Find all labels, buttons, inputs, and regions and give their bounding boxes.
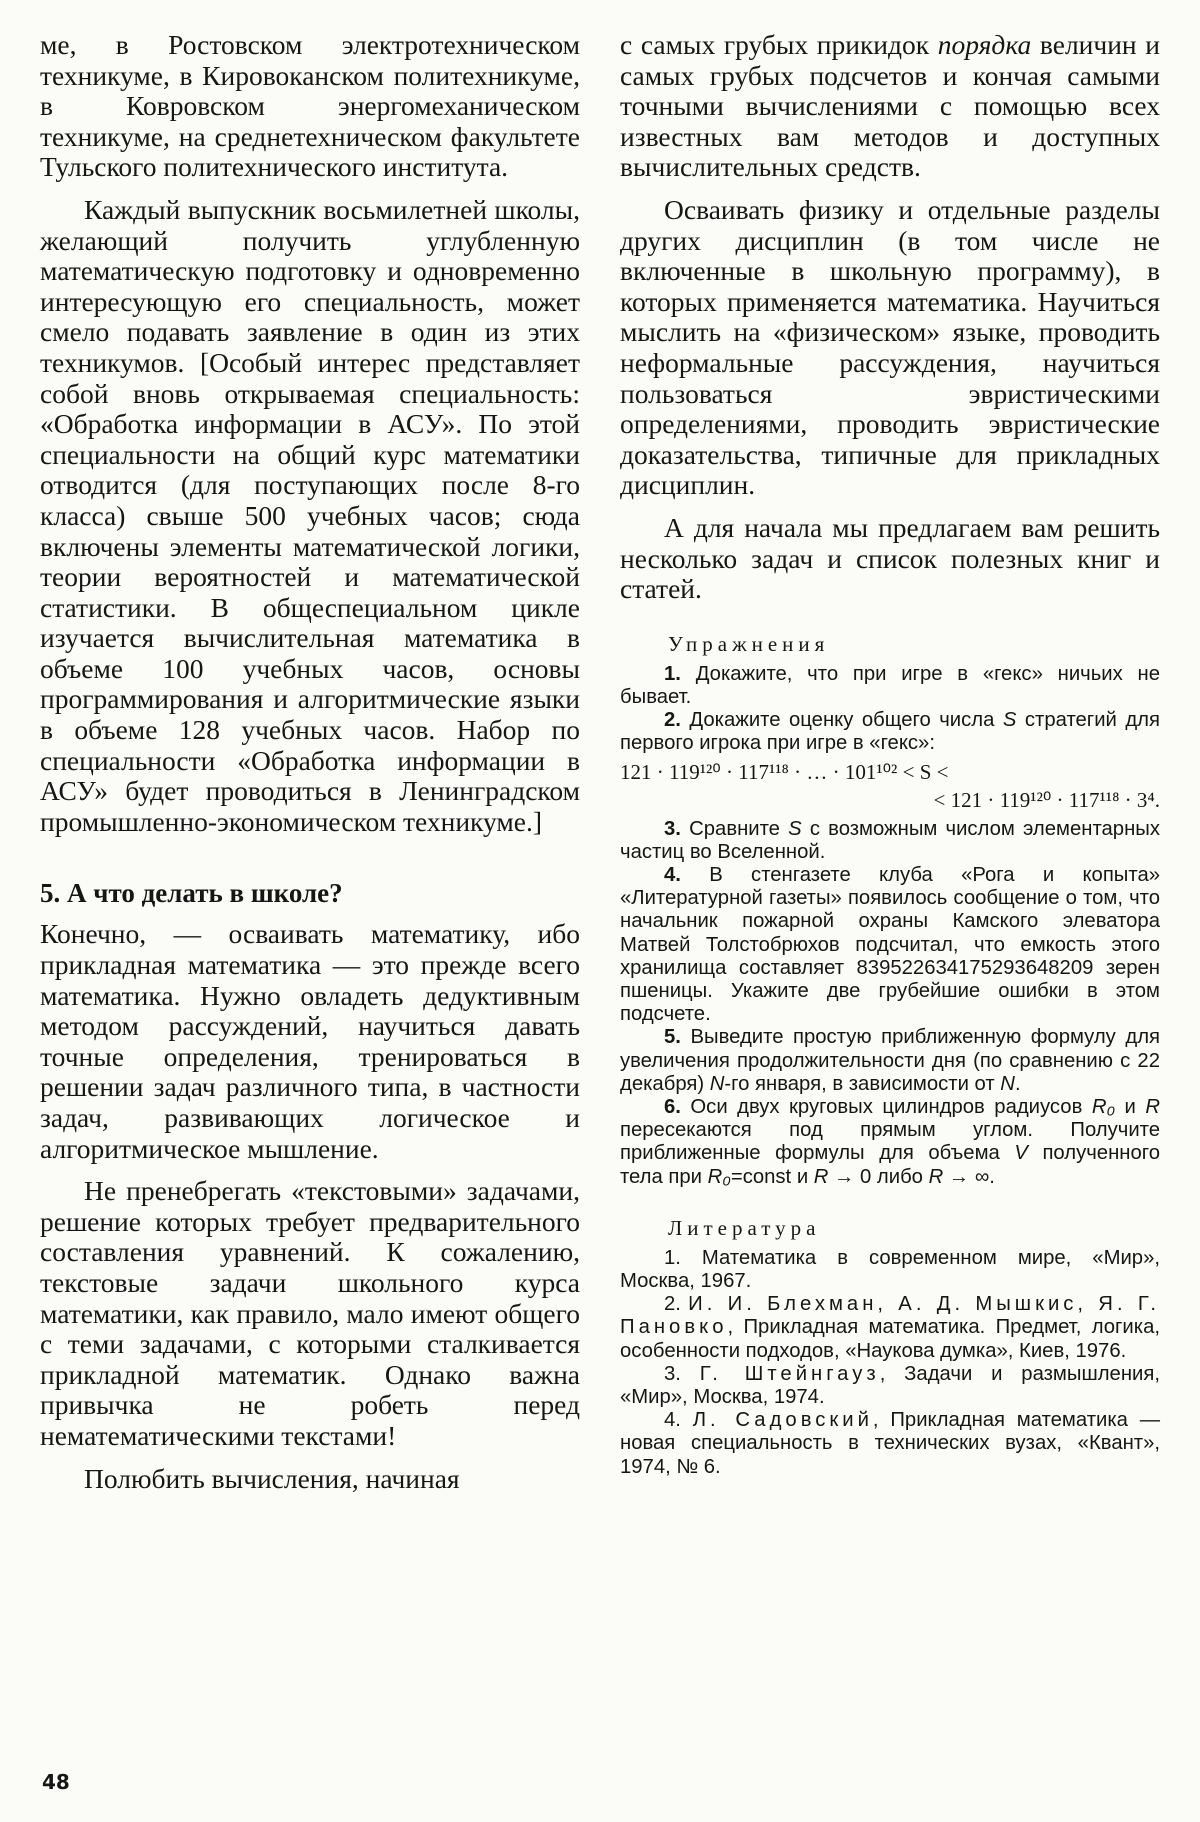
exercise-5: 5. Выведите простую приближенную формулу для увеличения продолжительности дня (по сравнению с 22 декабря) N-го января, в зависимости от N. — [620, 1026, 1161, 1095]
right-column — [620, 30, 1160, 1479]
paragraph-computing-continued: с самых грубых прикидок порядка величин и самых грубых подсчетов и кончая самыми точными вычислениями с помощью всех известных вам методов и доступных вычислительных средств. — [620, 29, 1161, 183]
paragraph-technical-schools-end: ме, в Ростовском электротехническом техникуме, в Кировоканском политехникуме, в Ковровском энергомеханическом техникуме, на среднетехническом факультете Тульского политехнического института. — [40, 29, 580, 183]
left-column — [40, 30, 580, 1494]
exercise-4: 4. В стенгазете клуба «Рога и копыта» «Литературной газеты» появилось сообщение о том, что начальник пожарной охраны Камского элеватора Матвей Толстобрюхов подсчитал, что емкость этого хранилища составляет 839522634175293648209 зерен пшеницы. Укажите две грубейшие ошибки в этом подсчете. — [620, 863, 1161, 1026]
paragraph-master-math: Конечно, — осваивать математику, ибо прикладная математика — это прежде всего математика. Нужно овладеть дедуктивным методом рассуждений, научиться давать точные определения, тренироваться в решении задач различного типа, в частности задач, развивающих логическое и алгоритмическое мышление. — [40, 918, 580, 1164]
exercise-1: 1. Докажите, что при игре в «гекс» ничьих не бывает. — [620, 662, 1161, 708]
paragraph-tasks-intro: А для начала мы предлагаем вам решить несколько задач и список полезных книг и статей. — [620, 511, 1160, 605]
literature-item-3: 3. Г. Штейнгауз, Задачи и размышления, «Мир», Москва, 1974. — [620, 1362, 1160, 1408]
paragraph-graduates: Каждый выпускник восьмилетней школы, желающий получить углубленную математическую подготовку и одновременно интересующую его специальность, может смело подавать заявление в один из этих техникумов. [Особый интерес представляет собой вновь открываемая специальность: «Обработка информации в АСУ». По этой специальности на общий курс математики отводится (для поступающих после 8-го класса) свыше 500 учебных часов; сюда включены элементы математической логики, теории вероятностей и математической статистики. В общеспециальном цикле изучается вычислительная математика в объеме 100 учебных часов, основы программирования и алгоритмические языки в объеме 128 учебных часов. Набор по специальности «Обработка информации в АСУ» будет проводиться в Ленинградском промышленно-экономическом техникуме.] — [40, 193, 580, 837]
paragraph-text-problems: Не пренебрегать «текстовыми» задачами, решение которых требует предварительного составления уравнений. К сожалению, текстовые задачи школьного курса математики, как правило, мало имеют общего с теми задачами, с которыми сталкивается прикладной математик. Однако важна привычка не робеть перед нематематическими текстами! — [40, 1175, 580, 1451]
exercise-2-formula: 121 · 119¹²⁰ · 117¹¹⁸ · … · 101¹⁰² < S < < 121 · 119¹²⁰ · 117¹¹⁸ · 3⁴. — [620, 759, 1160, 812]
literature-title: Литература — [668, 1215, 821, 1240]
exercise-6: 6. Оси двух круговых цилиндров радиусов R₀ и R пересекаются под прямым углом. Получите приближенные формулы для объема V полученного тела при R₀=const и R → 0 либо R → ∞. — [620, 1095, 1160, 1188]
literature-item-1: 1. Математика в современном мире, «Мир», Москва, 1967. — [620, 1246, 1160, 1292]
exercise-3: 3. Сравните S с возможным числом элементарных частиц во Вселенной. — [620, 817, 1160, 863]
exercise-2: 2. Докажите оценку общего числа S стратегий для первого игрока при игре в «гекс»: — [620, 709, 1160, 755]
literature-item-2: 2. И. И. Блехман, А. Д. Мышкис, Я. Г. Пановко, Прикладная математика. Предмет, логика, особенности подходов, «Наукова думка», Киев, 1976. — [620, 1293, 1160, 1362]
paragraph-physics: Осваивать физику и отдельные разделы других дисциплин (в том числе не включенные в школьную программу), в которых применяется математика. Научиться мыслить на «физическом» языке, проводить неформальные рассуждения, научиться пользоваться эвристическими определениями, проводить эвристические доказательства, типичные для прикладных дисциплин. — [620, 193, 1160, 501]
section-heading: 5. А что делать в школе? — [40, 878, 343, 909]
page-number: 48 — [42, 1770, 70, 1794]
exercises-title: Упражнения — [668, 631, 830, 656]
literature-item-4: 4. Л. Садовский, Прикладная математика — новая специальность в технических вузах, «Квант», 1974, № 6. — [620, 1409, 1160, 1478]
paragraph-love-computing: Полюбить вычисления, начиная — [84, 1462, 460, 1494]
